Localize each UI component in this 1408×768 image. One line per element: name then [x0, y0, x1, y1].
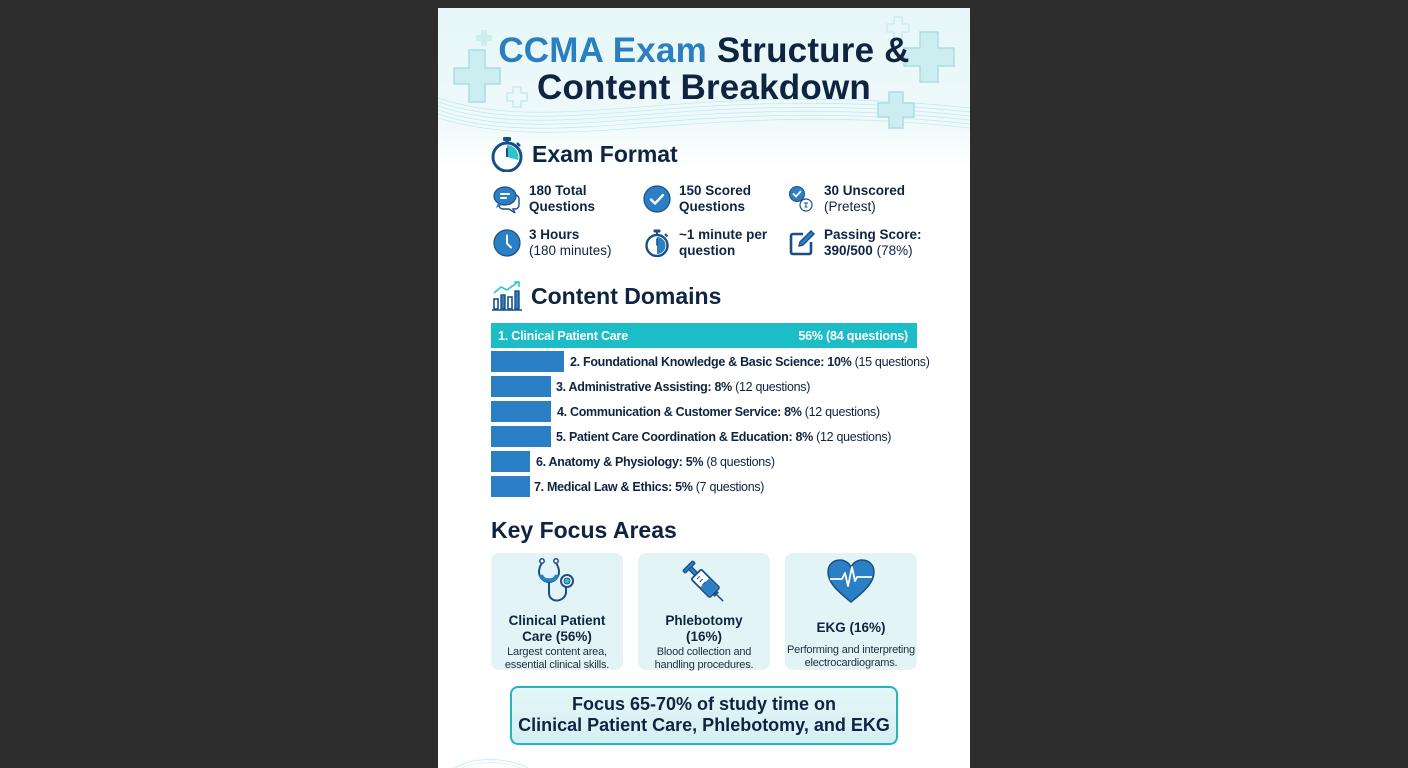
check-badge-icon: [788, 185, 816, 213]
format-line-1: Passing Score:: [824, 227, 922, 242]
card-title-line-1: EKG (16%): [816, 620, 886, 635]
clock-icon: [493, 229, 521, 257]
card-desc-line-1: Largest content area,: [507, 646, 607, 658]
domain-bar: [491, 376, 551, 397]
domain-label: 6. Anatomy & Physiology: 5%: [536, 454, 704, 469]
card-title-line-2: (16%): [685, 628, 722, 644]
callout-line-2: Clinical Patient Care, Phlebotomy, and EKG: [518, 715, 890, 735]
domain-row: [491, 426, 891, 447]
infographic-page: [438, 8, 970, 768]
domain-row: [491, 476, 764, 497]
domain-bar: [491, 351, 564, 372]
syringe-icon: [677, 557, 731, 607]
format-item-total-questions: [493, 183, 633, 215]
format-item-duration: [493, 227, 633, 259]
card-desc-line-1: Performing and interpreting: [787, 643, 915, 656]
card-title-line-2: Care (56%): [522, 628, 592, 644]
focus-card-clinical: [491, 553, 623, 670]
domain-questions: (12 questions): [801, 404, 880, 419]
domain-bar-clinical-patient-care: [491, 323, 917, 348]
page-title: [438, 32, 970, 106]
format-line-2: question: [679, 243, 736, 258]
checkmark-circle-icon: [643, 185, 671, 213]
passing-score-percent: (78%): [872, 243, 913, 258]
format-line-1: 3 Hours: [529, 227, 580, 242]
card-title-line-1: Phlebotomy: [665, 613, 743, 628]
domain-questions: (8 questions): [703, 454, 775, 469]
domain-label: 7. Medical Law & Ethics: 5%: [534, 479, 693, 494]
key-focus-heading: Key Focus Areas: [491, 517, 677, 543]
format-line-1: 180 Total: [529, 183, 587, 198]
domain-questions: (7 questions): [692, 479, 765, 494]
domain-bar: [491, 451, 530, 472]
domain-label: 4. Communication & Customer Service: 8%: [557, 404, 802, 419]
edit-icon: [788, 229, 816, 257]
domain-value: 56% (84 questions): [798, 328, 908, 343]
stopwatch-icon: [643, 229, 671, 257]
format-line-2: (Pretest): [824, 199, 876, 214]
content-domains-heading: [491, 280, 721, 312]
wave-decoration: [438, 753, 558, 768]
domain-bar: [491, 476, 530, 497]
domain-row: [491, 401, 880, 422]
format-line-1: 30 Unscored: [824, 183, 906, 198]
format-line-2: Questions: [529, 199, 596, 214]
domain-bar: [491, 426, 551, 447]
domain-label: 1. Clinical Patient Care: [498, 328, 628, 343]
domain-row: [491, 351, 930, 372]
focus-card-phlebotomy: [638, 553, 770, 670]
domain-questions: (12 questions): [812, 429, 892, 444]
domain-row: [491, 376, 810, 397]
format-line-1: ~1 minute per: [679, 227, 768, 242]
format-line-2: Questions: [679, 199, 746, 214]
title-line-2: Content Breakdown: [537, 68, 871, 107]
card-title-line-1: Clinical Patient: [508, 613, 606, 628]
study-focus-callout: [510, 686, 898, 745]
card-desc-line-1: Blood collection and: [656, 646, 752, 658]
chat-bubbles-icon: [493, 185, 521, 213]
domain-questions: (12 questions): [731, 379, 811, 394]
card-desc-line-2: electrocardiograms.: [804, 656, 898, 669]
format-line-2: (180 minutes): [529, 243, 612, 258]
domain-label: 2. Foundational Knowledge & Basic Science: 10%: [570, 354, 852, 369]
title-rest: Structure &: [706, 31, 910, 70]
content-domains-title: Content Domains: [531, 282, 722, 309]
format-item-scored-questions: [643, 183, 783, 215]
domain-bar: [491, 401, 551, 422]
exam-format-title: Exam Format: [532, 140, 678, 167]
domain-questions: (15 questions): [851, 354, 930, 369]
bar-chart-trend-icon: [491, 280, 523, 312]
card-desc-line-2: essential clinical skills.: [504, 659, 610, 671]
format-item-passing-score: [788, 227, 928, 259]
domain-label: 3. Administrative Assisting: 8%: [556, 379, 732, 394]
callout-line-1: Focus 65-70% of study time on: [571, 694, 837, 714]
format-line-1: 150 Scored: [679, 183, 752, 198]
passing-score-value: 390/500: [824, 243, 873, 258]
domain-label: 5. Patient Care Coordination & Education: 8%: [556, 429, 813, 444]
card-desc-line-2: handling procedures.: [654, 659, 754, 671]
format-item-unscored-questions: [788, 183, 928, 215]
format-item-time-per-question: [643, 227, 783, 259]
exam-format-heading: [490, 136, 678, 172]
domain-row: [491, 451, 775, 472]
stethoscope-icon: [530, 557, 584, 607]
heart-ekg-icon: [824, 557, 878, 607]
focus-card-ekg: [785, 553, 917, 670]
stopwatch-icon: [490, 136, 524, 172]
title-accent: CCMA Exam: [498, 31, 707, 70]
